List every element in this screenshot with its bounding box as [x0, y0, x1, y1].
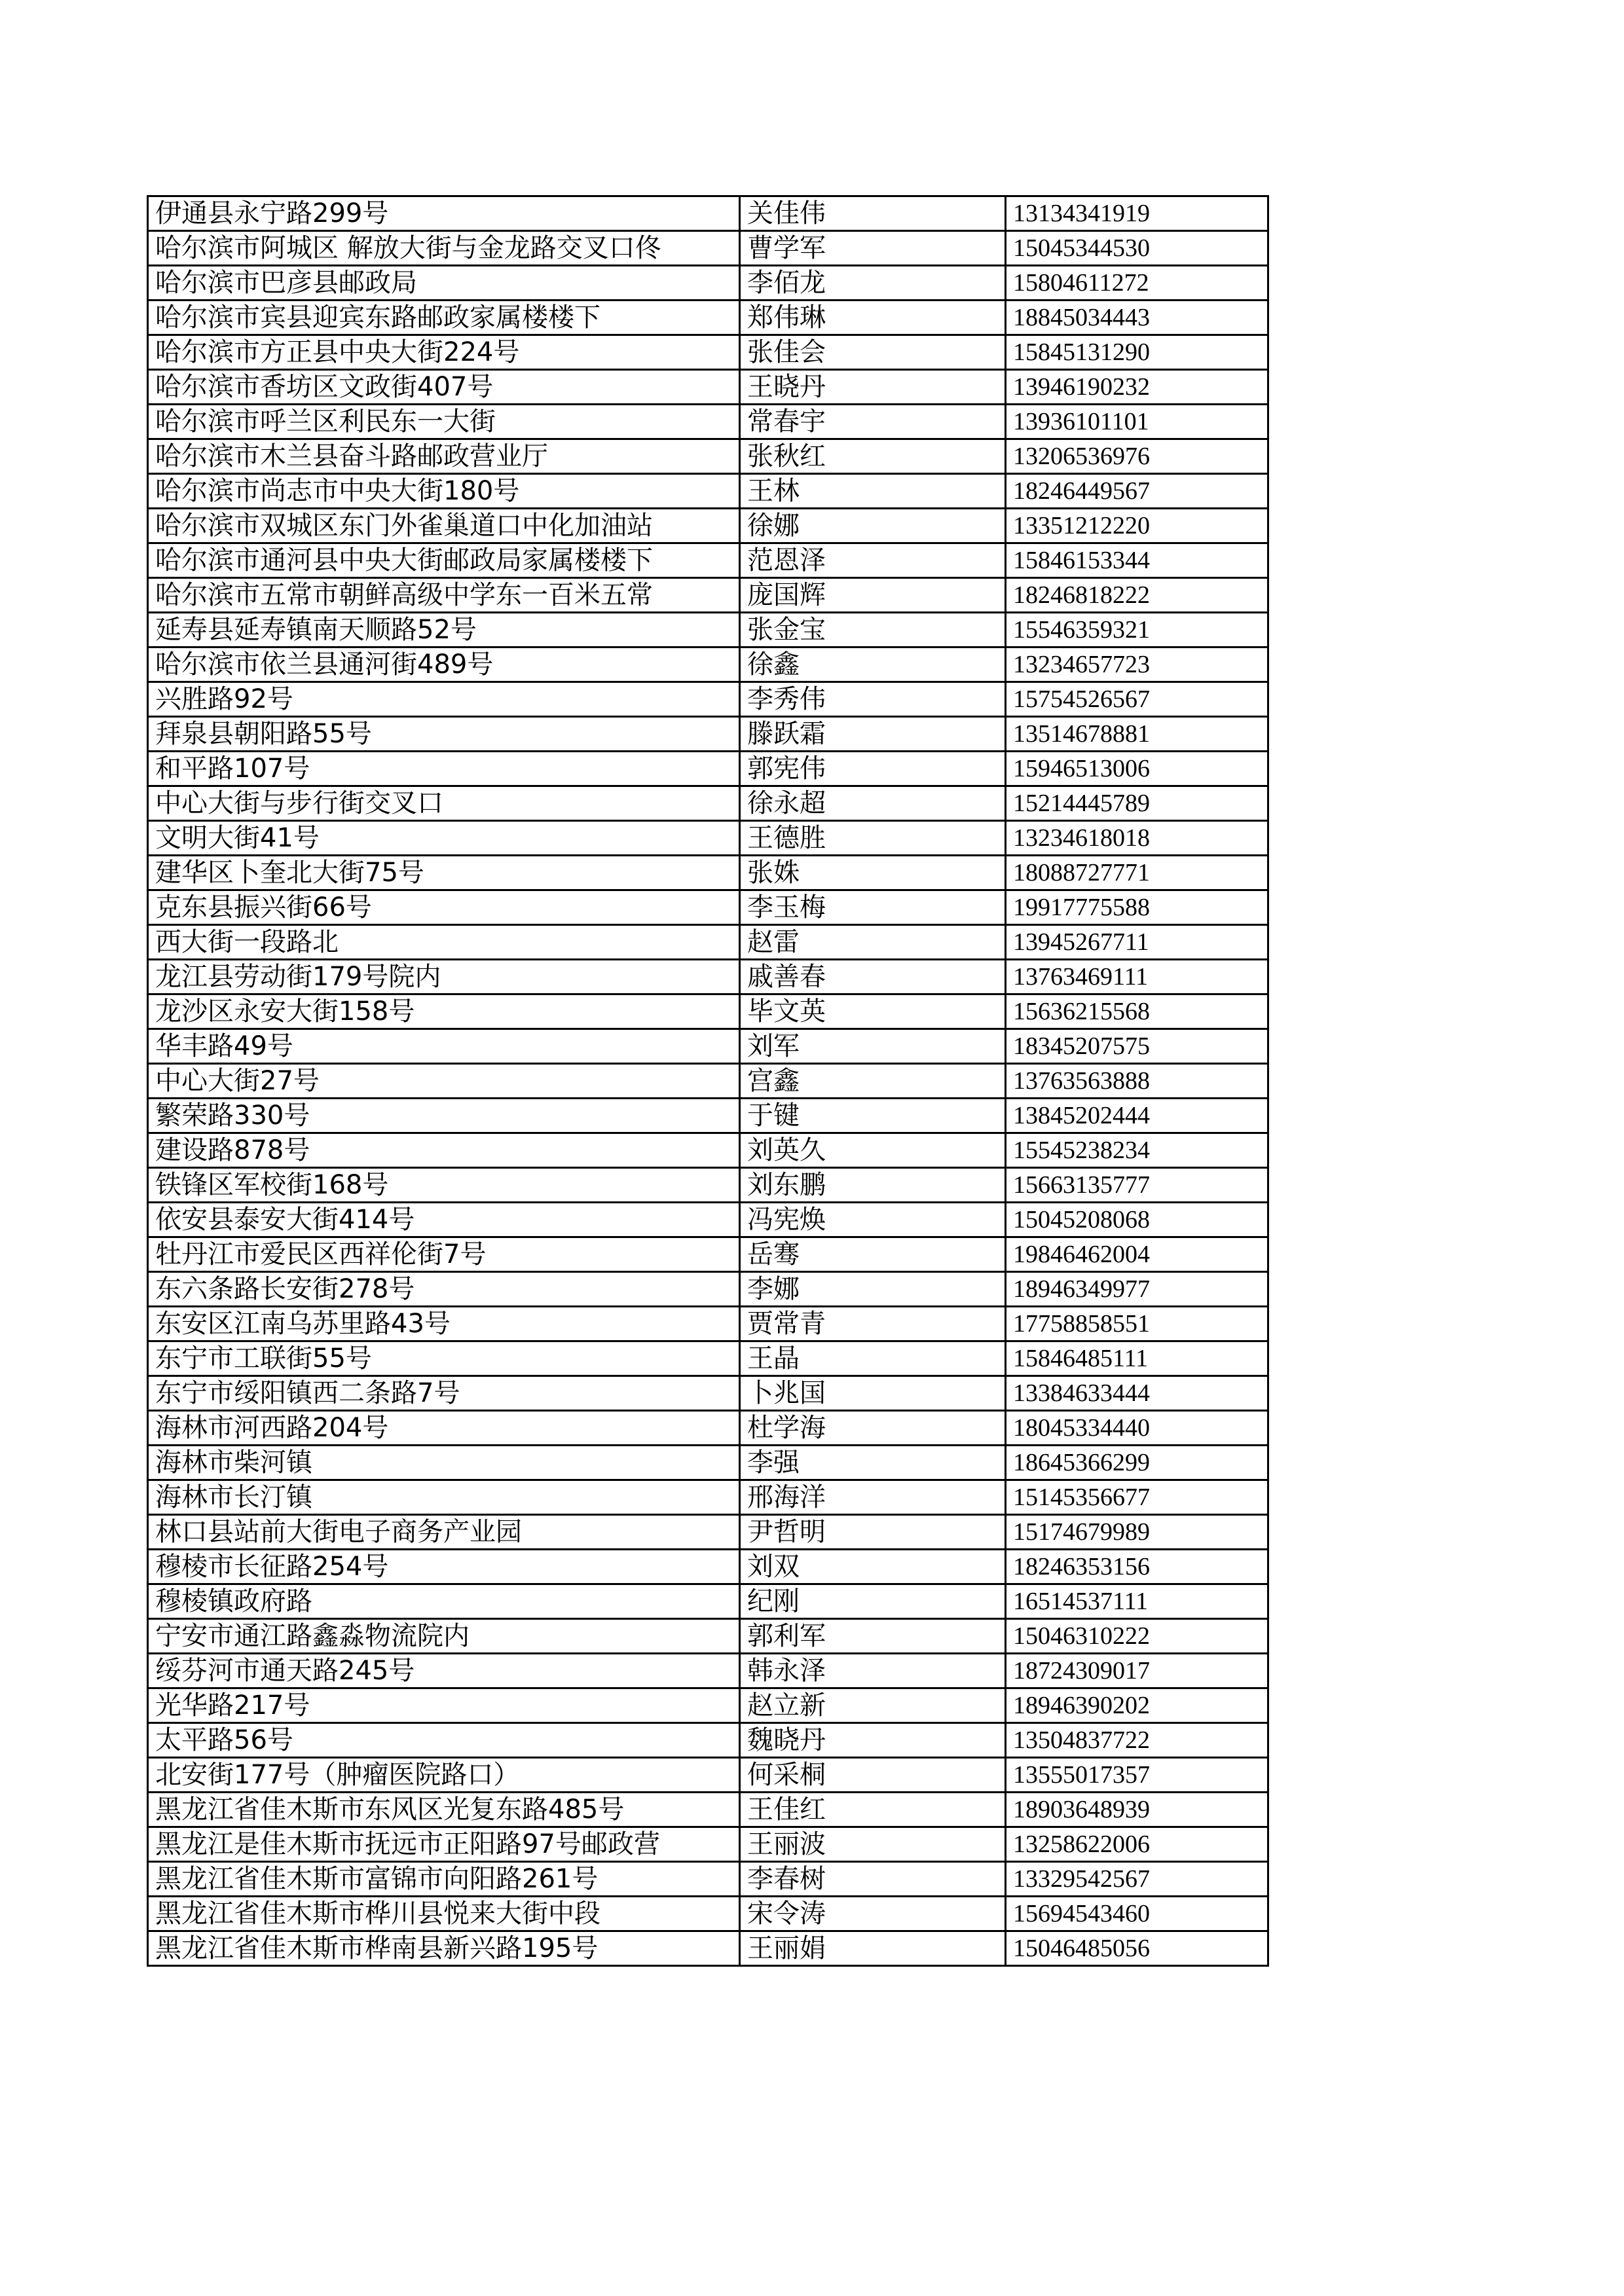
table-row	[148, 370, 1268, 405]
name-cell: 毕文英	[740, 994, 1006, 1029]
table-row	[148, 335, 1268, 370]
name-cell: 宋令涛	[740, 1897, 1006, 1931]
table-row	[148, 1064, 1268, 1099]
table-row	[148, 196, 1268, 231]
address-cell: 建设路878号	[148, 1133, 740, 1168]
phone-cell: 18946390202	[1006, 1688, 1268, 1723]
table-row	[148, 1099, 1268, 1133]
table-row	[148, 1203, 1268, 1237]
phone-cell: 15636215568	[1006, 994, 1268, 1029]
phone-cell: 13234657723	[1006, 647, 1268, 682]
table-row	[148, 1827, 1268, 1862]
table-body	[148, 196, 1268, 1966]
name-cell: 徐永超	[740, 786, 1006, 821]
phone-cell: 15694543460	[1006, 1897, 1268, 1931]
address-cell: 光华路217号	[148, 1688, 740, 1723]
address-cell: 绥芬河市通天路245号	[148, 1654, 740, 1688]
table-row	[148, 1897, 1268, 1931]
phone-cell: 18345207575	[1006, 1029, 1268, 1064]
name-cell: 王丽波	[740, 1827, 1006, 1862]
name-cell: 何采桐	[740, 1758, 1006, 1793]
table-row	[148, 1584, 1268, 1619]
table-row	[148, 1723, 1268, 1758]
table-row	[148, 439, 1268, 474]
address-cell: 黑龙江省佳木斯市桦南县新兴路195号	[148, 1931, 740, 1966]
name-cell: 张佳会	[740, 335, 1006, 370]
name-cell: 李秀伟	[740, 682, 1006, 717]
address-cell: 华丰路49号	[148, 1029, 740, 1064]
address-cell: 哈尔滨市尚志市中央大街180号	[148, 474, 740, 509]
phone-cell: 18045334440	[1006, 1411, 1268, 1446]
name-cell: 杜学海	[740, 1411, 1006, 1446]
address-cell: 哈尔滨市巴彦县邮政局	[148, 266, 740, 301]
address-cell: 兴胜路92号	[148, 682, 740, 717]
name-cell: 王晓丹	[740, 370, 1006, 405]
name-cell: 贾常青	[740, 1307, 1006, 1341]
table-row	[148, 1619, 1268, 1654]
phone-cell: 13351212220	[1006, 509, 1268, 543]
address-cell: 哈尔滨市方正县中央大街224号	[148, 335, 740, 370]
phone-cell: 15946513006	[1006, 752, 1268, 786]
name-cell: 关佳伟	[740, 196, 1006, 231]
name-cell: 冯宪焕	[740, 1203, 1006, 1237]
phone-cell: 18246818222	[1006, 578, 1268, 613]
table-row	[148, 509, 1268, 543]
address-cell: 依安县泰安大街414号	[148, 1203, 740, 1237]
name-cell: 李娜	[740, 1272, 1006, 1307]
table-row	[148, 405, 1268, 439]
address-cell: 北安街177号（肿瘤医院路口）	[148, 1758, 740, 1793]
phone-cell: 13134341919	[1006, 196, 1268, 231]
phone-cell: 13234618018	[1006, 821, 1268, 856]
table-row	[148, 1862, 1268, 1897]
name-cell: 张秋红	[740, 439, 1006, 474]
table-row	[148, 717, 1268, 752]
phone-cell: 13206536976	[1006, 439, 1268, 474]
address-cell: 铁锋区军校街168号	[148, 1168, 740, 1203]
name-cell: 李春树	[740, 1862, 1006, 1897]
phone-cell: 18946349977	[1006, 1272, 1268, 1307]
address-cell: 伊通县永宁路299号	[148, 196, 740, 231]
address-cell: 哈尔滨市通河县中央大街邮政局家属楼楼下	[148, 543, 740, 578]
phone-cell: 15145356677	[1006, 1480, 1268, 1515]
address-cell: 哈尔滨市宾县迎宾东路邮政家属楼楼下	[148, 301, 740, 335]
phone-cell: 15663135777	[1006, 1168, 1268, 1203]
name-cell: 刘双	[740, 1550, 1006, 1584]
name-cell: 王林	[740, 474, 1006, 509]
name-cell: 李强	[740, 1446, 1006, 1480]
table-row	[148, 960, 1268, 994]
address-cell: 东安区江南乌苏里路43号	[148, 1307, 740, 1341]
address-cell: 中心大街27号	[148, 1064, 740, 1099]
table-row	[148, 1376, 1268, 1411]
address-cell: 中心大街与步行街交叉口	[148, 786, 740, 821]
phone-cell: 15046310222	[1006, 1619, 1268, 1654]
address-cell: 龙沙区永安大街158号	[148, 994, 740, 1029]
name-cell: 王晶	[740, 1341, 1006, 1376]
name-cell: 刘军	[740, 1029, 1006, 1064]
phone-cell: 13514678881	[1006, 717, 1268, 752]
address-cell: 哈尔滨市呼兰区利民东一大街	[148, 405, 740, 439]
address-cell: 建华区卜奎北大街75号	[148, 856, 740, 890]
address-cell: 繁荣路330号	[148, 1099, 740, 1133]
name-cell: 赵立新	[740, 1688, 1006, 1723]
name-cell: 邢海洋	[740, 1480, 1006, 1515]
name-cell: 王佳红	[740, 1793, 1006, 1827]
address-cell: 牡丹江市爱民区西祥伦街7号	[148, 1237, 740, 1272]
name-cell: 李佰龙	[740, 266, 1006, 301]
phone-cell: 13946190232	[1006, 370, 1268, 405]
phone-cell: 15845131290	[1006, 335, 1268, 370]
phone-cell: 15045208068	[1006, 1203, 1268, 1237]
phone-cell: 15174679989	[1006, 1515, 1268, 1550]
address-cell: 哈尔滨市阿城区 解放大街与金龙路交叉口佟	[148, 231, 740, 266]
name-cell: 郑伟琳	[740, 301, 1006, 335]
phone-cell: 15546359321	[1006, 613, 1268, 647]
phone-cell: 18903648939	[1006, 1793, 1268, 1827]
phone-cell: 15846485111	[1006, 1341, 1268, 1376]
table-row	[148, 301, 1268, 335]
address-cell: 太平路56号	[148, 1723, 740, 1758]
table-row	[148, 1480, 1268, 1515]
contact-table	[147, 195, 1269, 1967]
address-cell: 龙江县劳动街179号院内	[148, 960, 740, 994]
table-row	[148, 890, 1268, 925]
table-row	[148, 543, 1268, 578]
address-cell: 哈尔滨市依兰县通河街489号	[148, 647, 740, 682]
name-cell: 刘英久	[740, 1133, 1006, 1168]
table-row	[148, 1758, 1268, 1793]
name-cell: 徐娜	[740, 509, 1006, 543]
name-cell: 滕跃霜	[740, 717, 1006, 752]
address-cell: 穆棱市长征路254号	[148, 1550, 740, 1584]
address-cell: 东六条路长安街278号	[148, 1272, 740, 1307]
table-row	[148, 786, 1268, 821]
address-cell: 黑龙江省佳木斯市东风区光复东路485号	[148, 1793, 740, 1827]
phone-cell: 15214445789	[1006, 786, 1268, 821]
address-cell: 黑龙江省佳木斯市桦川县悦来大街中段	[148, 1897, 740, 1931]
table-row	[148, 1029, 1268, 1064]
address-cell: 海林市柴河镇	[148, 1446, 740, 1480]
phone-cell: 18724309017	[1006, 1654, 1268, 1688]
table-row	[148, 1550, 1268, 1584]
table-row	[148, 856, 1268, 890]
address-cell: 宁安市通江路鑫淼物流院内	[148, 1619, 740, 1654]
phone-cell: 13555017357	[1006, 1758, 1268, 1793]
table-row	[148, 266, 1268, 301]
name-cell: 纪刚	[740, 1584, 1006, 1619]
table-row	[148, 578, 1268, 613]
name-cell: 徐鑫	[740, 647, 1006, 682]
phone-cell: 13936101101	[1006, 405, 1268, 439]
table-row	[148, 1931, 1268, 1966]
phone-cell: 13504837722	[1006, 1723, 1268, 1758]
table-row	[148, 821, 1268, 856]
table-row	[148, 1411, 1268, 1446]
name-cell: 魏晓丹	[740, 1723, 1006, 1758]
name-cell: 王丽娟	[740, 1931, 1006, 1966]
address-cell: 哈尔滨市双城区东门外雀巢道口中化加油站	[148, 509, 740, 543]
address-cell: 穆棱镇政府路	[148, 1584, 740, 1619]
name-cell: 常春宇	[740, 405, 1006, 439]
table-row	[148, 1133, 1268, 1168]
name-cell: 王德胜	[740, 821, 1006, 856]
phone-cell: 18845034443	[1006, 301, 1268, 335]
phone-cell: 15754526567	[1006, 682, 1268, 717]
phone-cell: 13845202444	[1006, 1099, 1268, 1133]
table-row	[148, 1272, 1268, 1307]
table-row	[148, 925, 1268, 960]
table-row	[148, 1654, 1268, 1688]
name-cell: 郭利军	[740, 1619, 1006, 1654]
name-cell: 李玉梅	[740, 890, 1006, 925]
table-row	[148, 647, 1268, 682]
phone-cell: 19846462004	[1006, 1237, 1268, 1272]
phone-cell: 15846153344	[1006, 543, 1268, 578]
table-row	[148, 994, 1268, 1029]
phone-cell: 13384633444	[1006, 1376, 1268, 1411]
name-cell: 赵雷	[740, 925, 1006, 960]
name-cell: 范恩泽	[740, 543, 1006, 578]
name-cell: 于键	[740, 1099, 1006, 1133]
name-cell: 戚善春	[740, 960, 1006, 994]
phone-cell: 15045344530	[1006, 231, 1268, 266]
name-cell: 刘东鹏	[740, 1168, 1006, 1203]
phone-cell: 18246449567	[1006, 474, 1268, 509]
address-cell: 和平路107号	[148, 752, 740, 786]
name-cell: 宫鑫	[740, 1064, 1006, 1099]
address-cell: 林口县站前大街电子商务产业园	[148, 1515, 740, 1550]
address-cell: 克东县振兴街66号	[148, 890, 740, 925]
address-cell: 东宁市工联街55号	[148, 1341, 740, 1376]
name-cell: 尹哲明	[740, 1515, 1006, 1550]
table-row	[148, 474, 1268, 509]
table-row	[148, 1168, 1268, 1203]
address-cell: 延寿县延寿镇南天顺路52号	[148, 613, 740, 647]
name-cell: 韩永泽	[740, 1654, 1006, 1688]
name-cell: 曹学军	[740, 231, 1006, 266]
address-cell: 哈尔滨市五常市朝鲜高级中学东一百米五常	[148, 578, 740, 613]
table-row	[148, 1688, 1268, 1723]
name-cell: 卜兆国	[740, 1376, 1006, 1411]
phone-cell: 15046485056	[1006, 1931, 1268, 1966]
table-row	[148, 1237, 1268, 1272]
address-cell: 文明大街41号	[148, 821, 740, 856]
name-cell: 岳骞	[740, 1237, 1006, 1272]
phone-cell: 18088727771	[1006, 856, 1268, 890]
table-row	[148, 1446, 1268, 1480]
table-row	[148, 1793, 1268, 1827]
phone-cell: 13763563888	[1006, 1064, 1268, 1099]
table-row	[148, 682, 1268, 717]
phone-cell: 17758858551	[1006, 1307, 1268, 1341]
address-cell: 拜泉县朝阳路55号	[148, 717, 740, 752]
phone-cell: 13945267711	[1006, 925, 1268, 960]
name-cell: 张姝	[740, 856, 1006, 890]
table-row	[148, 1307, 1268, 1341]
address-cell: 哈尔滨市木兰县奋斗路邮政营业厅	[148, 439, 740, 474]
phone-cell: 15545238234	[1006, 1133, 1268, 1168]
phone-cell: 15804611272	[1006, 266, 1268, 301]
table-row	[148, 231, 1268, 266]
name-cell: 庞国辉	[740, 578, 1006, 613]
table-row	[148, 752, 1268, 786]
address-cell: 黑龙江是佳木斯市抚远市正阳路97号邮政营	[148, 1827, 740, 1862]
table-row	[148, 1341, 1268, 1376]
address-cell: 海林市河西路204号	[148, 1411, 740, 1446]
phone-cell: 13258622006	[1006, 1827, 1268, 1862]
phone-cell: 16514537111	[1006, 1584, 1268, 1619]
table-row	[148, 1515, 1268, 1550]
phone-cell: 18246353156	[1006, 1550, 1268, 1584]
phone-cell: 18645366299	[1006, 1446, 1268, 1480]
address-cell: 东宁市绥阳镇西二条路7号	[148, 1376, 740, 1411]
address-cell: 黑龙江省佳木斯市富锦市向阳路261号	[148, 1862, 740, 1897]
address-cell: 海林市长汀镇	[148, 1480, 740, 1515]
name-cell: 郭宪伟	[740, 752, 1006, 786]
phone-cell: 13763469111	[1006, 960, 1268, 994]
phone-cell: 19917775588	[1006, 890, 1268, 925]
name-cell: 张金宝	[740, 613, 1006, 647]
table-row	[148, 613, 1268, 647]
address-cell: 西大街一段路北	[148, 925, 740, 960]
address-cell: 哈尔滨市香坊区文政街407号	[148, 370, 740, 405]
phone-cell: 13329542567	[1006, 1862, 1268, 1897]
